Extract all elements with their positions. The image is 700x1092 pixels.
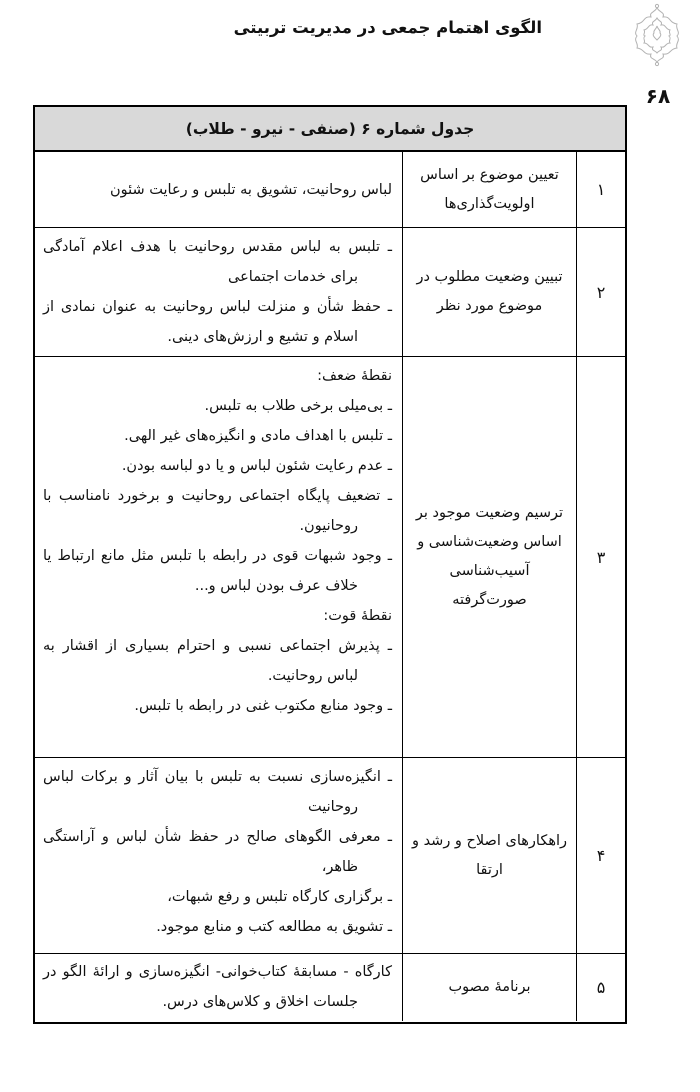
content-line: ـ انگیزه‌سازی نسبت به تلبس با بیان آثار و برکات لباس روحانیت xyxy=(43,769,392,815)
content-line: ـ حفظ شأن و منزلت لباس روحانیت به عنوان نمادی از اسلام و تشیع و ارزش‌های دینی. xyxy=(43,299,392,345)
page-number: ۶۸ xyxy=(645,84,671,108)
row-content xyxy=(35,152,402,227)
row-content xyxy=(35,954,402,1021)
row-stage-label: ترسیم وضعیت موجود بر اساس وضعیت‌شناسی و آسیب‌شناسی صورت‌گرفته xyxy=(402,357,576,757)
table-title: جدول شماره ۶ (صنفی - نیرو - طلاب) xyxy=(35,107,625,152)
row-stage-label: تبیین وضعیت مطلوب در موضوع مورد نظر xyxy=(402,228,576,356)
content-line: ـ پذیرش اجتماعی نسبی و احترام بسیاری از اقشار به لباس روحانیت. xyxy=(43,638,392,684)
row-number: ۲ xyxy=(576,228,625,356)
content-line: ـ معرفی الگوهای صالح در حفظ شأن لباس و آراستگی ظاهر، xyxy=(43,829,392,875)
content-line: کارگاه - مسابقهٔ کتاب‌خوانی- انگیزه‌سازی و ارائهٔ الگو در جلسات اخلاق و کلاس‌های درس. xyxy=(43,964,392,1011)
content-line: نقطهٔ ضعف: xyxy=(317,368,392,384)
content-line: ـ تضعیف پایگاه اجتماعی روحانیت و برخورد نامناسب با روحانیون. xyxy=(43,488,392,534)
row-content xyxy=(35,357,402,757)
table-6 xyxy=(33,105,627,1024)
content-line: ـ تلبس به لباس مقدس روحانیت با هدف اعلام آمادگی برای خدمات اجتماعی xyxy=(43,239,392,285)
row-number: ۵ xyxy=(576,954,625,1021)
table-row-2 xyxy=(35,228,625,357)
content-line: ـ تلبس با اهداف مادی و انگیزه‌های غیر الهی. xyxy=(124,428,392,444)
content-line: ـ برگزاری کارگاه تلبس و رفع شبهات، xyxy=(167,889,392,905)
row-number: ۱ xyxy=(576,152,625,227)
row-content xyxy=(35,758,402,953)
content-line: ـ وجود شبهات قوی در رابطه با تلبس مثل مانع ارتباط یا خلاف عرف بودن لباس و... xyxy=(43,548,392,594)
content-line: ـ عدم رعایت شئون لباس و یا دو لباسه بودن. xyxy=(121,458,392,474)
row-number: ۴ xyxy=(576,758,625,953)
row-stage-label: تعیین موضوع بر اساس اولویت‌گذاری‌ها xyxy=(402,152,576,227)
content-line: لباس روحانیت، تشویق به تلبس و رعایت شئون xyxy=(110,181,392,198)
content-line: ـ تشویق به مطالعه کتب و منابع موجود. xyxy=(156,919,392,935)
content-line: ـ بی‌میلی برخی طلاب به تلبس. xyxy=(204,398,392,414)
content-line: ـ وجود منابع مکتوب غنی در رابطه با تلبس. xyxy=(134,698,392,714)
table-row-5 xyxy=(35,954,625,1021)
content-line: نقطهٔ قوت: xyxy=(323,608,392,624)
row-stage-label: برنامهٔ مصوب xyxy=(402,954,576,1021)
row-stage-label: راهکارهای اصلاح و رشد و ارتقا xyxy=(402,758,576,953)
row-number: ۳ xyxy=(576,357,625,757)
floral-medallion-icon xyxy=(627,2,687,68)
table-row-4 xyxy=(35,758,625,954)
page-title: الگوی اهتمام جمعی در مدیریت تربیتی xyxy=(233,18,542,37)
table-row-1 xyxy=(35,152,625,228)
table-row-3 xyxy=(35,357,625,758)
row-content xyxy=(35,228,402,356)
